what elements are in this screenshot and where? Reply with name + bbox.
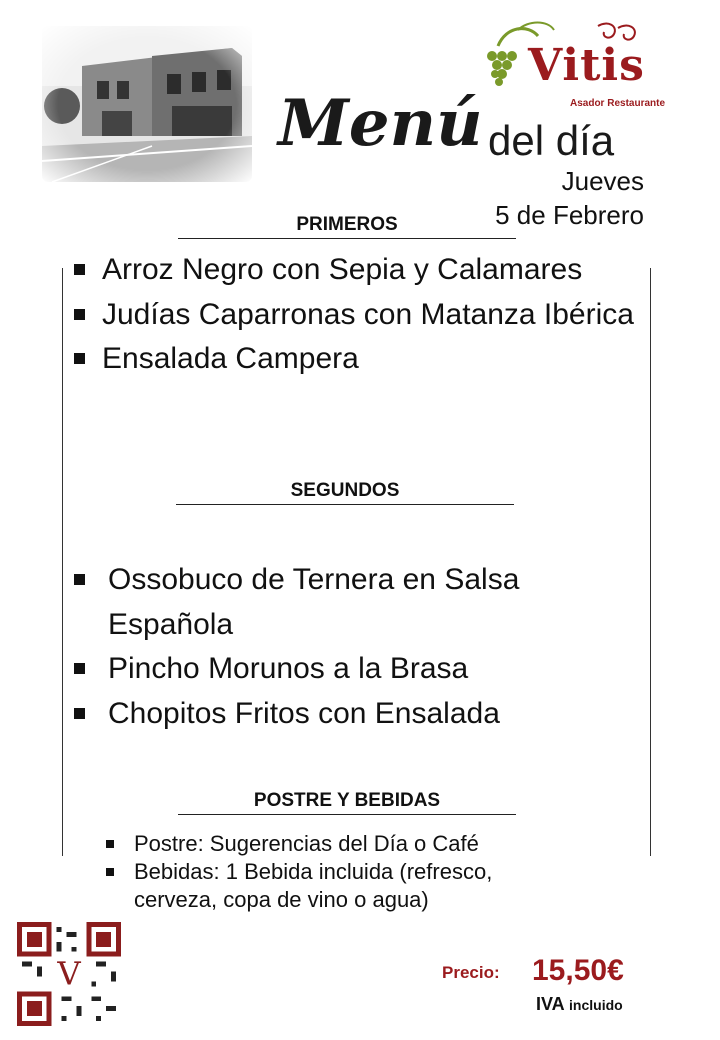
building-illustration-icon (42, 26, 252, 182)
price-value: 15,50€ (532, 954, 624, 987)
list-item: Arroz Negro con Sepia y Calamares (74, 248, 634, 293)
segundos-list (74, 558, 634, 736)
restaurant-photo (42, 26, 252, 182)
menu-title: Menú (278, 86, 483, 161)
tax-rest: incluido (569, 997, 623, 1013)
list-item: Pincho Morunos a la Brasa (74, 647, 634, 692)
list-item: Chopitos Fritos con Ensalada (74, 692, 634, 737)
primeros-list (74, 248, 634, 382)
qr-code-icon (17, 922, 121, 1026)
tax-note (536, 994, 623, 1015)
list-item: Bebidas: 1 Bebida incluida (refresco, cerveza, copa de vino o agua) (106, 858, 546, 914)
postre-heading: POSTRE Y BEBIDAS (178, 790, 516, 815)
brand-subtitle: Asador Restaurante (570, 98, 666, 109)
menu-title-rest: del día (488, 117, 615, 164)
list-item: Judías Caparronas con Matanza Ibérica (74, 293, 634, 338)
primeros-heading: PRIMEROS (178, 214, 516, 239)
price-label: Precio: (442, 963, 500, 982)
menu-date: 5 de Febrero (495, 200, 644, 230)
list-item: Ossobuco de Ternera en Salsa Española (74, 558, 634, 647)
brand-name: Vitis (528, 40, 645, 91)
postre-list (106, 830, 546, 914)
menu-day: Jueves (561, 166, 644, 196)
frame-left-line (62, 268, 63, 856)
tax-strong: IVA (536, 994, 565, 1014)
frame-right-line (650, 268, 651, 856)
list-item: Postre: Sugerencias del Día o Café (106, 830, 546, 858)
segundos-heading: SEGUNDOS (176, 480, 514, 505)
svg-text:V: V (57, 954, 81, 993)
list-item: Ensalada Campera (74, 337, 634, 382)
